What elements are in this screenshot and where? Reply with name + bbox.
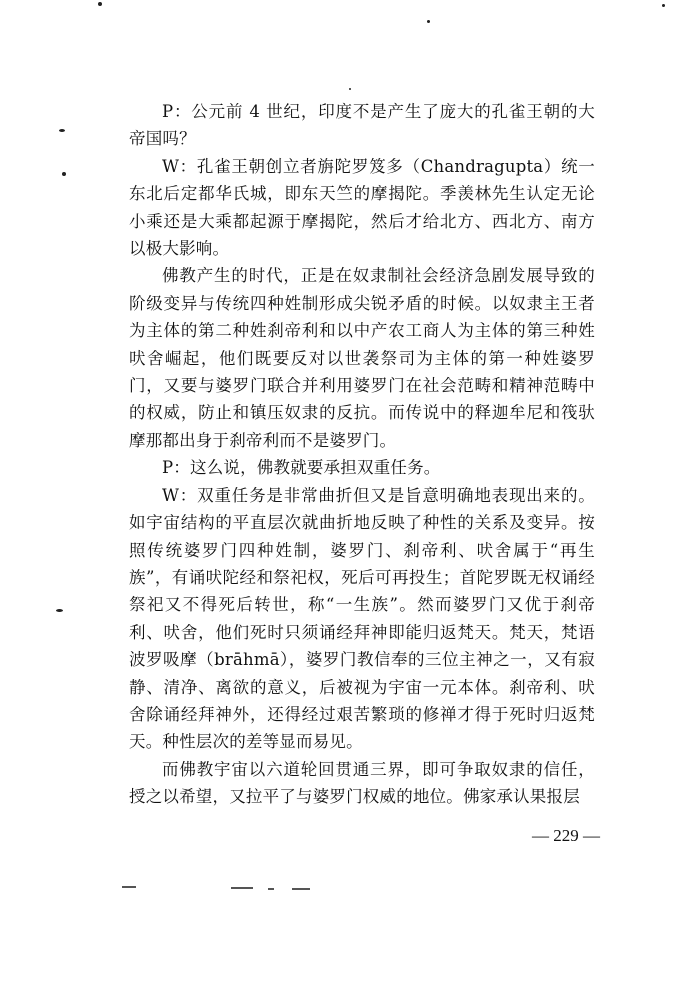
- paragraph: 而佛教宇宙以六道轮回贯通三界，即可争取奴隶的信任，授之以希望，又拉平了与婆罗门权威的地位。佛家承认果报层: [129, 759, 595, 807]
- paragraph: P：公元前 4 世纪，印度不是产生了庞大的孔雀王朝的大帝国吗？: [129, 102, 595, 149]
- scan-speck: [427, 20, 430, 23]
- scan-speck: [59, 129, 65, 132]
- paragraph: W：孔雀王朝创立者旃陀罗笈多（Chandragupta）统一东北后定都华氏城，即东天竺的摩揭陀。季羡林先生认定无论小乘还是大乘都起源于摩揭陀，然后才给北方、西北方、南方以极大影响。: [129, 156, 595, 259]
- scan-speck: [98, 2, 102, 6]
- scan-artifact: [122, 886, 136, 888]
- body-text: [129, 98, 595, 811]
- scan-speck: [662, 4, 665, 7]
- scan-speck: [56, 609, 63, 612]
- scan-speck: [349, 88, 351, 90]
- scan-artifact: [231, 887, 253, 889]
- scan-speck: [62, 172, 66, 176]
- paragraph: W：双重任务是非常曲折但又是旨意明确地表现出来的。如宇宙结构的平直层次就曲折地反映了种性的关系及变异。按照传统婆罗门四种姓制，婆罗门、刹帝利、吠舍属于“再生族”，有诵吠陀经和祭祀权，死后可再投生；首陀罗既无权诵经祭祀又不得死后转世，称“一生族”。然而婆罗门又优于刹帝利、吠舍，他们死时只须诵经拜神即能归返梵天。梵天，梵语波罗吸摩（brāhmā），婆罗门教信奉的三位主神之一，又有寂静、清净、离欲的意义，后被视为宇宙一元本体。刹帝利、吠舍除诵经拜神外，还得经过艰苦繁琐的修禅才得于死时归返梵天。种性层次的差等显而易见。: [129, 485, 595, 752]
- paragraph: P：这么说，佛教就要承担双重任务。: [162, 458, 441, 478]
- paragraph: 佛教产生的时代，正是在奴隶制社会经济急剧发展导致的阶级变异与传统四种姓制形成尖锐矛盾的时候。以奴隶主王者为主体的第二种姓刹帝利和以中产农工商人为主体的第三种姓吠舍崛起，他们既要反对以世袭祭司为主体的第一种姓婆罗门，又要与婆罗门联合并利用婆罗门在社会范畴和精神范畴中的权威，防止和镇压奴隶的反抗。而传说中的释迦牟尼和筏驮摩那都出身于刹帝利而不是婆罗门。: [129, 266, 595, 450]
- scan-artifact: [268, 888, 274, 890]
- page-number: — 229 —: [532, 826, 600, 845]
- scan-artifact: [292, 888, 310, 890]
